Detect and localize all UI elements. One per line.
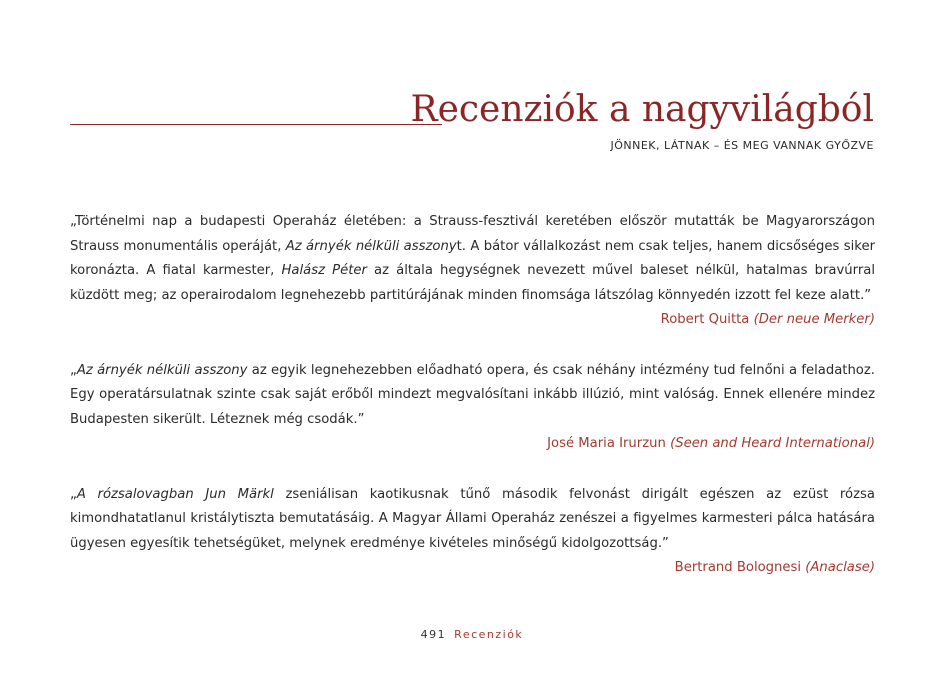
- review-publication: (Seen and Heard International): [670, 436, 875, 451]
- review-publication: (Anaclase): [805, 560, 875, 575]
- page-subtitle: JÖNNEK, LÁTNAK – ÉS MEG VANNAK GYŐZVE: [610, 139, 874, 152]
- reviews-list: [70, 210, 875, 607]
- quote-opera-title: Az árnyék nélküli asszony: [76, 362, 248, 378]
- quote-text: az egyik legnehezebben előadható opera, és csak néhány intézmény tud felnőni a feladathoz. Egy operatársulatnak szinte csak saját erőből mindezt megvalósítani inkább illúzió, mint valóság. Ennek ellenére mindez Budapesten sikerült. Léteznek még csodák.”: [70, 362, 875, 427]
- review-author: Bertrand Bolognesi: [674, 560, 802, 575]
- quote-text: zseniálisan kaotikusnak tűnő második felvonást dirigált egészen az ezüst rózsa kimondhatatlanul kristálytiszta bemutatásáig. A Magyar Állami Operaház zenészei a figyelmes karmesteri pálca hatására ügyesen egyesítik tehetségüket, melynek eredménye kivételes minőségű kidolgozottság.”: [70, 486, 875, 551]
- review-author: José Maria Irurzun: [547, 436, 666, 451]
- quote-text: „: [70, 362, 77, 378]
- page-title: Recenziók a nagyvilágból: [410, 89, 874, 130]
- review-attribution: [70, 432, 875, 457]
- review-3: [70, 483, 875, 581]
- quote-text: az általa hegységnek nevezett művel baleset nélkül, hatalmas bravúrral küzdött meg; az operairodalom legnehezebb partitúrájának minden finomsága látszólag könnyedén izzott fel keze alatt.”: [70, 263, 875, 303]
- quote-opera-title: A rózsalovagban Jun Märkl: [76, 486, 274, 502]
- review-author: Robert Quitta: [660, 312, 750, 327]
- review-attribution: [70, 308, 875, 333]
- review-quote: [70, 483, 875, 557]
- review-attribution: [70, 556, 875, 581]
- section-name: Recenziók: [454, 628, 524, 641]
- quote-text: „Történelmi nap a budapesti Operaház életében: a Strauss-fesztivál keretében először mutatták be Magyarországon Strauss monumentális operáját,: [70, 214, 875, 254]
- quote-text: „: [70, 486, 77, 502]
- review-quote: [70, 210, 875, 308]
- quote-text: t. A bátor vállalkozást nem csak teljes, hanem dicsőséges siker koronázta. A fiatal karmester,: [70, 238, 875, 278]
- review-publication: (Der neue Merker): [753, 312, 875, 327]
- quote-person-name: Halász Péter: [281, 263, 367, 278]
- page-footer: [0, 627, 944, 643]
- review-2: [70, 359, 875, 457]
- review-1: [70, 210, 875, 333]
- review-quote: [70, 359, 875, 433]
- page-number: 491: [420, 628, 447, 641]
- quote-opera-title: Az árnyék nélküli asszony: [285, 238, 457, 254]
- title-rule: [70, 124, 442, 125]
